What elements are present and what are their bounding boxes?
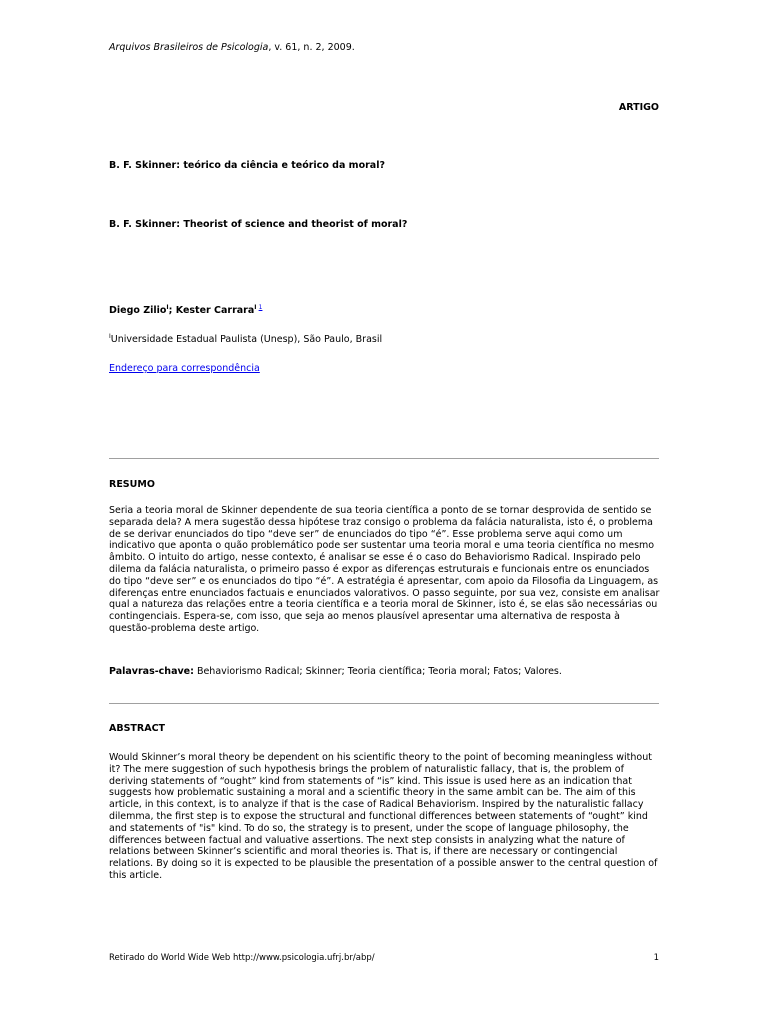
title-portuguese: B. F. Skinner: teórico da ciência e teórico da moral? <box>109 160 385 171</box>
author-line <box>109 305 262 317</box>
author-2-affiliation-mark: I 1 <box>254 304 263 311</box>
affiliation-mark: I <box>109 333 111 340</box>
section-type-label: ARTIGO <box>618 102 659 113</box>
footer-source: Retirado do World Wide Web http://www.psicologia.ufrj.br/abp/ <box>109 953 375 963</box>
resumo-body: Seria a teoria moral de Skinner dependente de sua teoria científica a ponto de se tornar desprovida de sentido se separada dela? A mera sugestão dessa hipótese traz consigo o problema da falácia naturalista, isto é, o problema de se derivar enunciados do tipo “deve ser” de enunciados do tipo “é”. Esse problema serve aqui como um indicativo que aponta o quão problemático pode ser sustentar uma teoria moral e uma teoria científica no mesmo âmbito. O intuito do artigo, nesse contexto, é analisar se esse é o caso do Behaviorismo Radical. Inspirado pelo dilema da falácia naturalista, o primeiro passo é expor as diferenças estruturais e funcionais entre os enunciados do tipo “deve ser” e os enunciados do tipo “é”. A estratégia é apresentar, com apoio da Filosofia da Linguagem, as diferenças entre enunciados factuais e enunciados valorativos. O passo seguinte, por sua vez, consiste em analisar qual a natureza das relações entre a teoria científica e a teoria moral de Skinner, isto é, se elas são necessárias ou contingenciais. Espera-se, com isso, que seja ao menos plausível apresentar uma alternativa de resposta à questão-problema deste artigo. <box>109 505 660 634</box>
author-name-2: Kester Carrara <box>175 305 255 316</box>
affiliation-line <box>109 334 382 346</box>
keywords-list: Behaviorismo Radical; Skinner; Teoria científica; Teoria moral; Fatos; Valores. <box>193 666 562 677</box>
affiliation-text: Universidade Estadual Paulista (Unesp), São Paulo, Brasil <box>110 334 383 345</box>
author-separator: ; <box>168 305 176 316</box>
correspondence-address-link[interactable]: Endereço para correspondência <box>109 363 260 374</box>
abstract-heading: ABSTRACT <box>109 723 166 734</box>
title-english: B. F. Skinner: Theorist of science and theorist of moral? <box>109 219 408 230</box>
keywords-label: Palavras-chave: <box>109 666 194 677</box>
resumo-heading: RESUMO <box>109 479 155 490</box>
keywords-line <box>109 666 562 678</box>
divider-before-abstract <box>109 703 659 704</box>
journal-issue: , v. 61, n. 2, 2009. <box>268 42 355 53</box>
author-name-1: Diego Zilio <box>109 305 167 316</box>
author-2-footnote-link[interactable]: 1 <box>258 304 263 311</box>
journal-name: Arquivos Brasileiros de Psicologia <box>109 42 269 53</box>
footer-page-number: 1 <box>653 953 659 963</box>
divider-before-resumo <box>109 458 659 459</box>
abstract-body: Would Skinner’s moral theory be dependent on his scientific theory to the point of becoming meaningless without it? The mere suggestion of such hypothesis brings the problem of naturalistic fallacy, that is, the problem of deriving statements of “ought” kind from statements of “is” kind. This issue is used here as an indication that suggests how problematic sustaining a moral and a scientific theory in the same ambit can be. The aim of this article, in this context, is to analyze if that is the case of Radical Behaviorism. Inspired by the naturalistic fallacy dilemma, the first step is to expose the structural and functional differences between statements of “ought” kind and statements of "is" kind. To do so, the strategy is to present, under the scope of language philosophy, the differences between factual and valuative assertions. The next step consists in analyzing what the nature of relations between Skinner’s scientific and moral theories is. That is, if there are necessary or contingencial relations. By doing so it is expected to be plausible the presentation of a possible answer to the central question of this article. <box>109 752 658 881</box>
document-page <box>109 0 659 1024</box>
journal-citation <box>109 42 355 54</box>
author-1-affiliation-mark: I <box>166 304 169 311</box>
